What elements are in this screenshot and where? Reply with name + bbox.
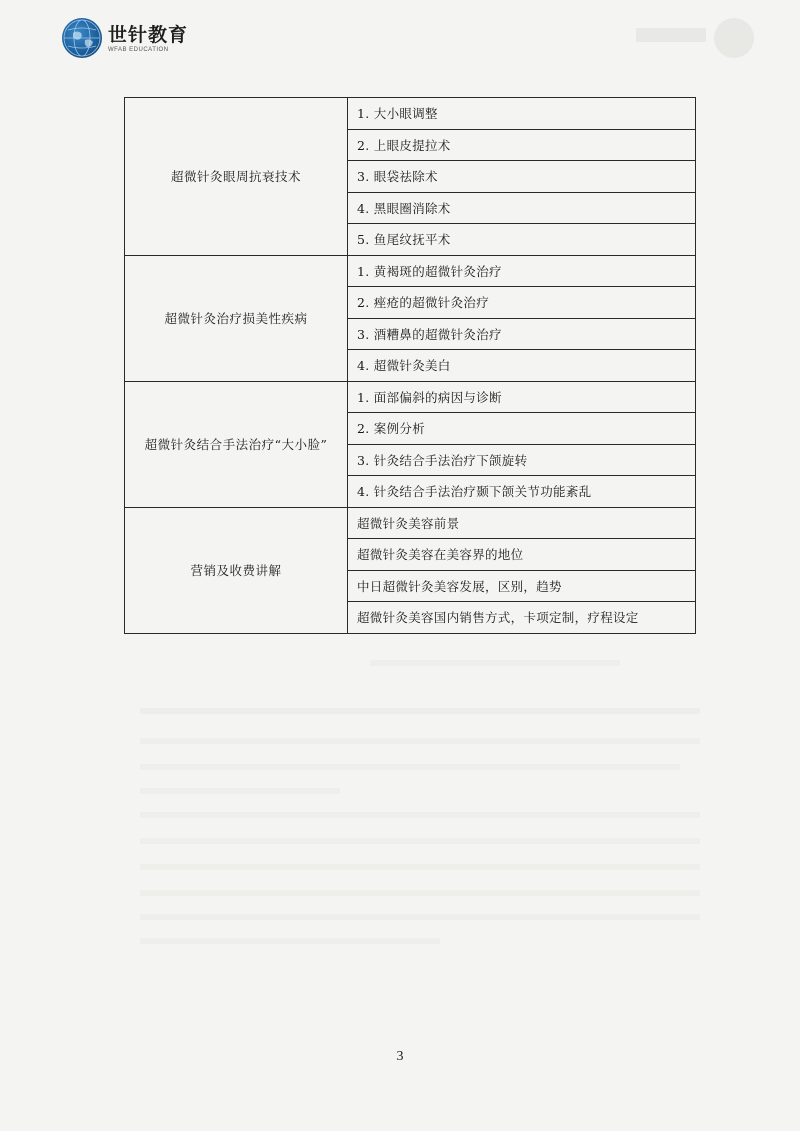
bleed-through-text xyxy=(140,788,340,794)
bleed-through-text xyxy=(140,738,700,744)
bleed-through-text xyxy=(140,938,440,944)
table-row xyxy=(125,381,696,413)
item-cell: 超微针灸美容前景 xyxy=(348,507,696,539)
item-cell: 3. 酒糟鼻的超微针灸治疗 xyxy=(348,318,696,350)
brand-subtitle: WFAB EDUCATION xyxy=(108,46,169,53)
item-cell: 5. 鱼尾纹抚平术 xyxy=(348,224,696,256)
category-cell: 超微针灸治疗损美性疾病 xyxy=(125,255,348,381)
item-cell: 1. 面部偏斜的病因与诊断 xyxy=(348,381,696,413)
item-cell: 1. 黄褐斑的超微针灸治疗 xyxy=(348,255,696,287)
bleed-through-logo-text xyxy=(636,28,706,42)
globe-logo-icon xyxy=(62,18,102,58)
item-cell: 3. 眼袋祛除术 xyxy=(348,161,696,193)
bleed-through-text xyxy=(140,914,700,920)
item-cell: 中日超微针灸美容发展，区别，趋势 xyxy=(348,570,696,602)
item-cell: 2. 上眼皮提拉术 xyxy=(348,129,696,161)
item-cell: 超微针灸美容在美容界的地位 xyxy=(348,539,696,571)
item-cell: 1. 大小眼调整 xyxy=(348,98,696,130)
bleed-through-logo-icon xyxy=(714,18,754,58)
item-cell: 4. 超微针灸美白 xyxy=(348,350,696,382)
bleed-through-text xyxy=(140,708,700,714)
bleed-through-text xyxy=(140,864,700,870)
brand-name: 世针教育 xyxy=(108,23,189,46)
bleed-through-text xyxy=(140,838,700,844)
item-cell: 2. 案例分析 xyxy=(348,413,696,445)
bleed-through-text xyxy=(140,764,680,770)
table-row xyxy=(125,255,696,287)
bleed-through-text xyxy=(370,660,620,666)
brand xyxy=(108,24,188,53)
item-cell: 4. 针灸结合手法治疗颞下颌关节功能紊乱 xyxy=(348,476,696,508)
category-cell: 超微针灸结合手法治疗“大小脸” xyxy=(125,381,348,507)
category-cell: 营销及收费讲解 xyxy=(125,507,348,633)
item-cell: 4. 黑眼圈消除术 xyxy=(348,192,696,224)
category-cell: 超微针灸眼周抗衰技术 xyxy=(125,98,348,256)
course-table xyxy=(124,97,696,634)
table-row xyxy=(125,507,696,539)
item-cell: 2. 痤疮的超微针灸治疗 xyxy=(348,287,696,319)
table-row xyxy=(125,98,696,130)
page-number: 3 xyxy=(396,1049,404,1064)
item-cell: 超微针灸美容国内销售方式，卡项定制，疗程设定 xyxy=(348,602,696,634)
bleed-through-text xyxy=(140,812,700,818)
page-header xyxy=(62,16,188,60)
bleed-through-text xyxy=(140,890,700,896)
item-cell: 3. 针灸结合手法治疗下颌旋转 xyxy=(348,444,696,476)
